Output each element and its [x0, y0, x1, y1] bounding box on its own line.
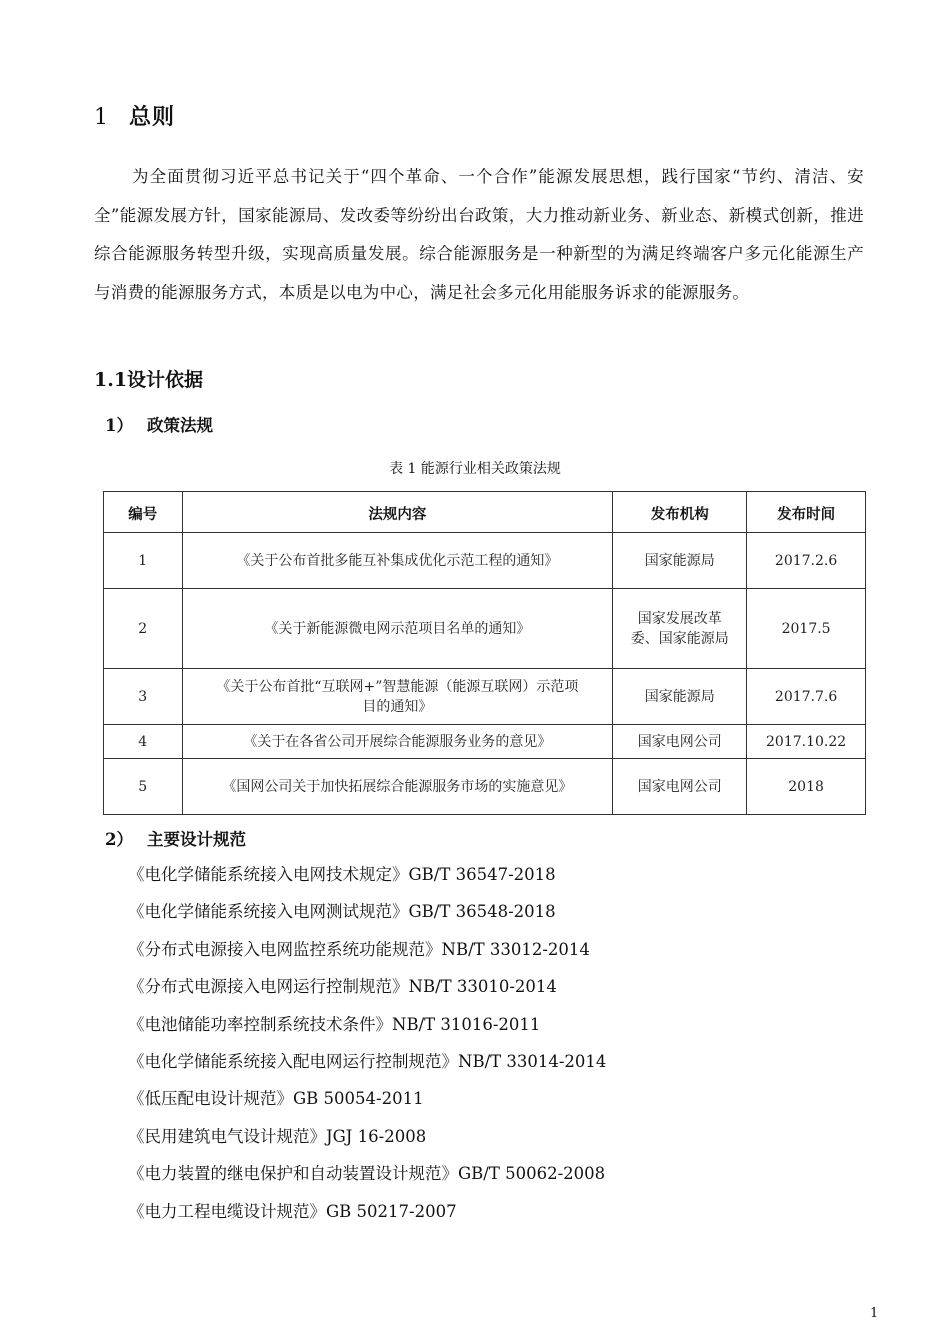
cell-content: 《关于公布首批多能互补集成优化示范工程的通知》 [182, 533, 613, 589]
table-row [104, 669, 866, 725]
table-row [104, 589, 866, 669]
cell-content: 《关于新能源微电网示范项目名单的通知》 [182, 589, 613, 669]
header-number: 编号 [104, 492, 183, 533]
list-item: 《低压配电设计规范》GB 50054-2011 [128, 1089, 424, 1109]
subsection-number: 1） [105, 416, 133, 435]
list-item: 《电力工程电缆设计规范》GB 50217-2007 [128, 1201, 457, 1221]
page-number: 1 [870, 1306, 879, 1321]
cell-number: 3 [104, 669, 183, 725]
cell-organization: 国家发展改革委、国家能源局 [613, 589, 747, 669]
cell-number: 4 [104, 725, 183, 759]
header-content: 法规内容 [182, 492, 613, 533]
cell-date: 2017.10.22 [747, 725, 866, 759]
table-row [104, 759, 866, 815]
list-item: 《电力装置的继电保护和自动装置设计规范》GB/T 50062-2008 [128, 1164, 606, 1184]
subsection-number: 2） [105, 830, 133, 849]
table-header-row [104, 492, 866, 533]
cell-content: 《关于在各省公司开展综合能源服务业务的意见》 [182, 725, 613, 759]
header-organization: 发布机构 [613, 492, 747, 533]
list-item: 《电化学储能系统接入电网技术规定》GB/T 36547-2018 [128, 865, 556, 884]
subsection-heading-standards [105, 826, 246, 850]
subsection-heading-policy [105, 412, 213, 436]
cell-date: 2017.2.6 [747, 533, 866, 589]
header-date: 发布时间 [747, 492, 866, 533]
cell-organization: 国家能源局 [613, 669, 747, 725]
list-item: 《民用建筑电气设计规范》JGJ 16-2008 [128, 1126, 427, 1146]
list-item: 《分布式电源接入电网运行控制规范》NB/T 33010-2014 [128, 977, 557, 997]
section-heading-1-1: 1.1设计依据 [94, 369, 204, 391]
list-item: 《电化学储能系统接入电网测试规范》GB/T 36548-2018 [128, 902, 556, 922]
cell-content: 《国网公司关于加快拓展综合能源服务市场的实施意见》 [182, 759, 613, 815]
cell-number: 1 [104, 533, 183, 589]
subsection-title: 主要设计规范 [146, 830, 246, 849]
cell-date: 2017.7.6 [747, 669, 866, 725]
intro-paragraph: 为全面贯彻习近平总书记关于“四个革命、一个合作”能源发展思想，践行国家“节约、清洁、安全”能源发展方针，国家能源局、发改委等纷纷出台政策，大力推动新业务、新业态、新模式创新，推进综合能源服务转型升级，实现高质量发展。综合能源服务是一种新型的为满足终端客户多元化能源生产与消费的能源服务方式，本质是以电为中心，满足社会多元化用能服务诉求的能源服务。 [94, 167, 864, 302]
section-title: 总则 [129, 104, 176, 130]
list-item: 《分布式电源接入电网监控系统功能规范》NB/T 33012-2014 [128, 939, 590, 959]
cell-organization: 国家电网公司 [613, 759, 747, 815]
cell-organization: 国家电网公司 [613, 725, 747, 759]
policy-table [103, 491, 866, 815]
table-caption: 表 1 能源行业相关政策法规 [389, 461, 561, 477]
section-heading-1 [94, 100, 175, 131]
list-item: 《电池储能功率控制系统技术条件》NB/T 31016-2011 [128, 1014, 541, 1034]
subsection-title: 政策法规 [146, 416, 213, 435]
standards-list [128, 856, 606, 1230]
table-row [104, 533, 866, 589]
cell-date: 2018 [747, 759, 866, 815]
cell-organization: 国家能源局 [613, 533, 747, 589]
cell-date: 2017.5 [747, 589, 866, 669]
table-row [104, 725, 866, 759]
cell-content: 《关于公布首批“互联网+”智慧能源（能源互联网）示范项目的通知》 [182, 669, 613, 725]
section-number: 1 [94, 105, 109, 130]
cell-number: 5 [104, 759, 183, 815]
list-item: 《电化学储能系统接入配电网运行控制规范》NB/T 33014-2014 [128, 1051, 607, 1071]
cell-number: 2 [104, 589, 183, 669]
